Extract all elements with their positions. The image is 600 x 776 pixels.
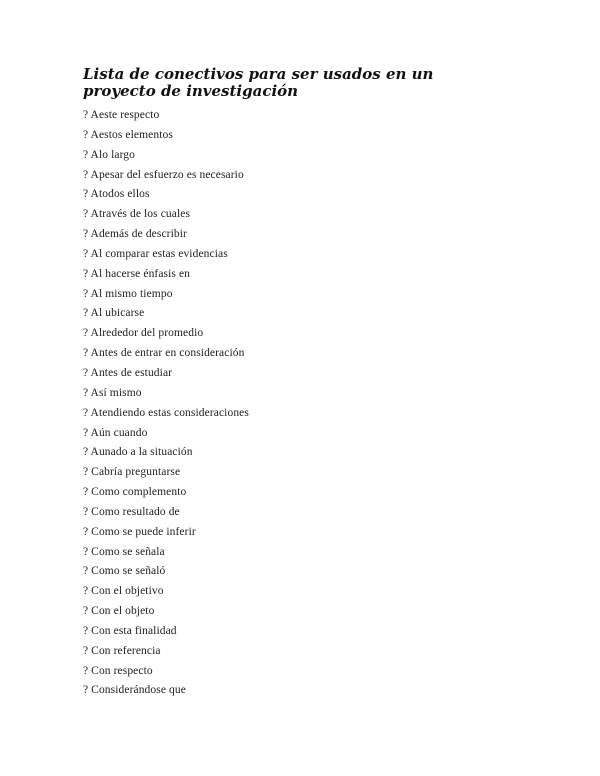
list-item: ? Atodos ellos [83,188,150,201]
list-item: ? Através de los cuales [83,208,191,221]
list-item: ? Al comparar estas evidencias [83,247,228,260]
list-item: ? Al mismo tiempo [83,287,173,300]
list-item: ? Atendiendo estas consideraciones [83,406,249,419]
list-item: ? Como complemento [83,486,187,499]
list-item: ? Como se señaló [83,565,166,578]
list-item: ? Con referencia [83,644,161,657]
list-item: ? Como se puede inferir [83,525,196,538]
list-item: ? Aeste respecto [83,109,160,121]
list-item: ? Como se señala [83,545,165,558]
list-item: ? Aún cuando [83,426,148,439]
list-item: ? Con respecto [83,664,153,677]
list-item: ? Apesar del esfuerzo es necesario [83,168,244,181]
list-item: ? Al hacerse énfasis en [83,267,191,280]
document-title: Lista de conectivos para ser usados en un proyecto de investigación [83,65,434,100]
list-item: ? Como resultado de [83,505,180,518]
list-item: ? Aestos elementos [83,128,173,141]
list-item: ? Antes de entrar en consideración [83,347,245,360]
list-item: ? Con el objetivo [83,585,164,598]
list-item: ? Al ubicarse [83,307,145,320]
list-item: ? Alrededor del promedio [83,327,204,340]
list-item: ? Antes de estudiar [83,366,173,379]
list-item: ? Considerándose que [83,684,186,697]
list-item: ? Cabría preguntarse [83,466,181,479]
list-item: ? Con esta finalidad [83,624,177,637]
connectives-list [83,107,249,702]
list-item: ? Con el objeto [83,605,155,618]
list-item: ? Así mismo [83,386,142,399]
list-item: ? Además de describir [83,228,187,241]
list-item: ? Alo largo [83,148,135,161]
list-item: ? Aunado a la situación [83,446,193,459]
